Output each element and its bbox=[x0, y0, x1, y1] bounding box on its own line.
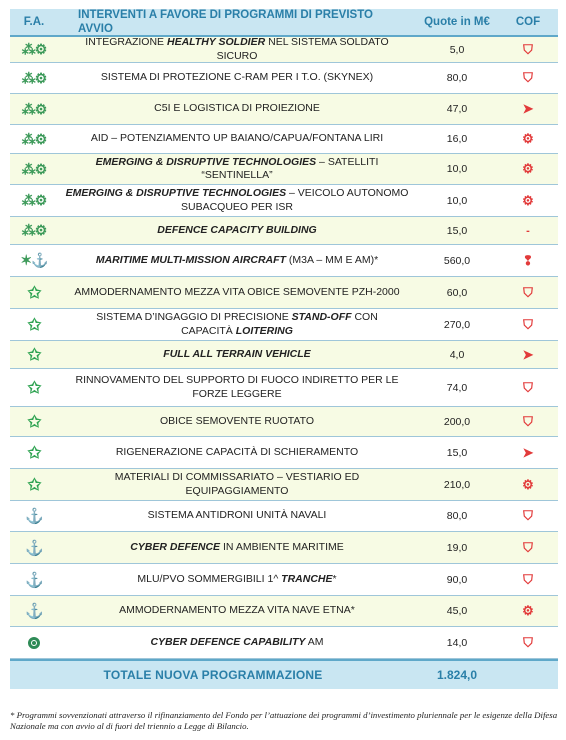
shield-icon: ⛉ bbox=[523, 539, 533, 555]
cof-cell bbox=[498, 245, 558, 276]
fa-cell bbox=[10, 437, 58, 468]
intervento-description bbox=[58, 469, 416, 500]
quote-value: 90,0 bbox=[446, 573, 468, 586]
quote-value: 10,0 bbox=[446, 163, 468, 175]
table-row bbox=[10, 564, 558, 596]
header-cof: COF bbox=[515, 16, 541, 28]
quote-value: 560,0 bbox=[443, 254, 471, 267]
intervento-description bbox=[58, 407, 416, 436]
intervento-description bbox=[58, 501, 416, 531]
table-header bbox=[10, 9, 558, 37]
description-text: INTEGRAZIONE bbox=[85, 36, 167, 49]
quote-value: 10,0 bbox=[446, 194, 468, 207]
quote-value: 5,0 bbox=[449, 43, 465, 56]
cof-cell bbox=[498, 532, 558, 563]
interforce-icon: ⁂⚙ bbox=[21, 100, 47, 117]
table-row bbox=[10, 277, 558, 309]
shield-icon: ⛉ bbox=[523, 413, 533, 429]
quote-value: 45,0 bbox=[446, 605, 468, 617]
army-star-icon: ✩ bbox=[27, 346, 41, 364]
interforce-icon: ⁂⚙ bbox=[21, 222, 47, 238]
cof-cell bbox=[498, 94, 558, 124]
army-star-icon: ✩ bbox=[27, 413, 41, 431]
fa-cell bbox=[10, 501, 58, 531]
quote-value: 14,0 bbox=[446, 636, 468, 649]
cof-cell bbox=[498, 407, 558, 436]
intervento-description bbox=[58, 154, 416, 184]
description-text: IN AMBIENTE MARITIME bbox=[220, 540, 344, 553]
intervento-description bbox=[58, 185, 416, 216]
cof-cell bbox=[498, 437, 558, 468]
projection-icon: ➤ bbox=[522, 346, 534, 362]
fa-cell bbox=[10, 469, 58, 500]
army-star-icon: ✩ bbox=[27, 379, 41, 397]
description-text: C5I E LOGISTICA DI PROIEZIONE bbox=[154, 102, 320, 115]
table-row bbox=[10, 341, 558, 369]
fa-cell bbox=[10, 37, 58, 62]
description-text: SUBACQUEO PER ISR bbox=[180, 200, 294, 213]
fa-cell bbox=[10, 185, 58, 216]
cof-cell bbox=[498, 37, 558, 62]
description-text: AID – POTENZIAMENTO UP BAIANO/CAPUA/FONTANA LIRI bbox=[90, 132, 384, 145]
total-value: 1.824,0 bbox=[436, 668, 478, 682]
shield-icon: ⛉ bbox=[523, 316, 533, 332]
fa-cell bbox=[10, 596, 58, 626]
quote-value: 16,0 bbox=[446, 133, 468, 145]
table-row bbox=[10, 217, 558, 245]
description-text: OBICE SEMOVENTE RUOTATO bbox=[159, 414, 315, 427]
quote-value: 47,0 bbox=[446, 103, 468, 115]
intervento-description bbox=[58, 217, 416, 244]
navy-anchor-icon: ⚓ bbox=[25, 508, 43, 525]
shield-icon: ⛉ bbox=[523, 379, 533, 395]
army-star-icon: ✩ bbox=[27, 476, 41, 494]
cof-cell bbox=[498, 627, 558, 658]
quote-value: 80,0 bbox=[446, 72, 468, 84]
intervento-description bbox=[58, 369, 416, 406]
table-row bbox=[10, 63, 558, 94]
intervento-description bbox=[58, 245, 416, 276]
description-text: MLU/PVO SOMMERGIBILI 1^ bbox=[137, 572, 282, 585]
cof-cell bbox=[498, 469, 558, 500]
fa-cell bbox=[10, 369, 58, 406]
description-text: CON bbox=[351, 311, 378, 324]
table-row bbox=[10, 627, 558, 659]
cof-cell bbox=[498, 185, 558, 216]
description-text: – SATELLITI “SENTINELLA” bbox=[201, 155, 379, 181]
army-star-icon: ✩ bbox=[27, 284, 41, 302]
intervento-description bbox=[58, 341, 416, 368]
army-star-icon: ✩ bbox=[27, 444, 41, 462]
interforce-icon: ⁂⚙ bbox=[21, 130, 47, 147]
description-text: RINNOVAMENTO DEL SUPPORTO DI FUOCO INDIRETTO PER LE bbox=[75, 374, 399, 387]
alert-icon: ❢ bbox=[522, 252, 534, 268]
cof-cell bbox=[498, 564, 558, 595]
cof-cell bbox=[498, 596, 558, 626]
cof-cell bbox=[498, 277, 558, 308]
interforce-icon: ⁂⚙ bbox=[21, 192, 47, 208]
quote-value: 19,0 bbox=[446, 541, 468, 554]
cof-cell bbox=[498, 309, 558, 340]
intervento-description bbox=[58, 277, 416, 308]
navy-anchor-icon: ⚓ bbox=[25, 571, 43, 589]
emphasized-text: EMERGING & DISRUPTIVE TECHNOLOGIES bbox=[95, 155, 317, 168]
total-row bbox=[10, 659, 558, 689]
emphasized-text: FULL ALL TERRAIN VEHICLE bbox=[163, 347, 311, 360]
intervento-description bbox=[58, 627, 416, 658]
description-text: (M3A – MM E AM)* bbox=[285, 253, 379, 266]
gear-icon: ⚙ bbox=[522, 131, 534, 146]
fa-cell bbox=[10, 309, 58, 340]
description-text: FORZE LEGGERE bbox=[192, 387, 282, 400]
emphasized-text: MARITIME MULTI-MISSION AIRCRAFT bbox=[95, 253, 286, 266]
table-row bbox=[10, 437, 558, 469]
fa-cell bbox=[10, 94, 58, 124]
description-text: AM bbox=[305, 635, 324, 648]
cof-cell bbox=[498, 369, 558, 406]
intervento-description bbox=[58, 125, 416, 153]
quote-value: 270,0 bbox=[443, 318, 471, 331]
fa-cell bbox=[10, 564, 58, 595]
header-quote: Quote in M€ bbox=[424, 16, 490, 28]
fa-cell bbox=[10, 341, 58, 368]
intervento-description bbox=[58, 94, 416, 124]
table-row bbox=[10, 501, 558, 532]
intervento-description bbox=[58, 596, 416, 626]
emphasized-text: HEALTHY SOLDIER bbox=[166, 36, 266, 49]
description-text: AMMODERNAMENTO MEZZA VITA NAVE ETNA* bbox=[119, 604, 355, 617]
fa-cell bbox=[10, 125, 58, 153]
table-body bbox=[10, 37, 558, 659]
fa-cell bbox=[10, 627, 58, 658]
quote-value: 60,0 bbox=[446, 286, 468, 299]
projection-icon: ➤ bbox=[522, 444, 534, 460]
emphasized-text: DEFENCE CAPACITY BUILDING bbox=[157, 223, 317, 236]
table-row bbox=[10, 532, 558, 564]
description-text: MATERIALI DI COMMISSARIATO – VESTIARIO ED EQUIPAGGIAMENTO bbox=[114, 471, 360, 497]
table-row bbox=[10, 469, 558, 501]
emphasized-text: EMERGING & DISRUPTIVE TECHNOLOGIES bbox=[65, 187, 287, 200]
shield-icon: ⛉ bbox=[523, 41, 533, 57]
emphasized-text: LOITERING bbox=[235, 324, 293, 337]
table-row bbox=[10, 125, 558, 154]
fa-cell bbox=[10, 532, 58, 563]
table-row bbox=[10, 369, 558, 407]
total-cof-empty bbox=[498, 661, 558, 689]
header-fa: F.A. bbox=[23, 16, 45, 28]
fa-cell bbox=[10, 245, 58, 276]
description-text: AMMODERNAMENTO MEZZA VITA OBICE SEMOVENTE PZH-2000 bbox=[74, 285, 400, 298]
gear-icon: ⚙ bbox=[522, 192, 534, 208]
description-text: SISTEMA DI PROTEZIONE C-RAM PER I T.O. (SKYNEX) bbox=[100, 71, 374, 84]
shield-icon: ⛉ bbox=[523, 284, 533, 300]
intervento-description bbox=[58, 63, 416, 93]
shield-icon: ⛉ bbox=[523, 634, 533, 650]
intervento-description bbox=[58, 309, 416, 340]
fa-cell bbox=[10, 63, 58, 93]
table-row bbox=[10, 185, 558, 217]
fa-cell bbox=[10, 217, 58, 244]
table-row bbox=[10, 596, 558, 627]
gear-icon: ⚙ bbox=[522, 476, 534, 492]
table-row bbox=[10, 94, 558, 125]
cof-cell bbox=[498, 63, 558, 93]
navy-anchor-icon: ⚓ bbox=[25, 539, 43, 557]
emphasized-text: TRANCHE bbox=[281, 572, 333, 585]
quote-value: 4,0 bbox=[449, 348, 465, 361]
gear-icon: ⚙ bbox=[522, 603, 534, 618]
cof-cell bbox=[498, 501, 558, 531]
total-label: TOTALE NUOVA PROGRAMMAZIONE bbox=[103, 668, 323, 682]
fa-cell bbox=[10, 277, 58, 308]
intervento-description bbox=[58, 532, 416, 563]
shield-icon: ⛉ bbox=[523, 508, 533, 523]
fa-cell bbox=[10, 154, 58, 184]
description-text: SISTEMA ANTIDRONI UNITÀ NAVALI bbox=[147, 509, 327, 522]
description-text: SISTEMA D’INGAGGIO DI PRECISIONE bbox=[96, 311, 292, 324]
quote-value: 210,0 bbox=[443, 478, 471, 491]
quote-value: 15,0 bbox=[446, 446, 468, 459]
description-text: NEL SISTEMA SOLDATO SICURO bbox=[216, 36, 389, 62]
joint-forces-icon: ✶⚓ bbox=[20, 252, 48, 268]
intervento-description bbox=[58, 37, 416, 62]
table-row bbox=[10, 154, 558, 185]
intervento-description bbox=[58, 437, 416, 468]
table-row bbox=[10, 407, 558, 437]
quote-value: 80,0 bbox=[446, 510, 468, 522]
interforce-icon: ⁂⚙ bbox=[21, 69, 47, 86]
quote-value: 200,0 bbox=[443, 415, 471, 428]
dash-icon: - bbox=[526, 224, 530, 237]
shield-icon: ⛉ bbox=[523, 571, 533, 587]
table-row bbox=[10, 309, 558, 341]
footnote: * Programmi sovvenzionati attraverso il rifinanziamento del Fondo per l’attuazione dei programmi d’investimento pluriennale per le esigenze della Difesa Nazionale ma con avvio al di fuori del triennio a Legge di Bilancio. bbox=[10, 710, 558, 732]
navy-anchor-icon: ⚓ bbox=[25, 603, 43, 620]
cof-cell bbox=[498, 125, 558, 153]
cof-cell bbox=[498, 154, 558, 184]
table-row bbox=[10, 37, 558, 63]
cof-cell bbox=[498, 341, 558, 368]
cof-cell bbox=[498, 217, 558, 244]
army-star-icon: ✩ bbox=[27, 316, 41, 334]
intervento-description bbox=[58, 564, 416, 595]
interforce-icon: ⁂⚙ bbox=[21, 160, 47, 177]
interforce-icon: ⁂⚙ bbox=[21, 41, 47, 57]
emphasized-text: CYBER DEFENCE CAPABILITY bbox=[150, 635, 306, 648]
quote-value: 15,0 bbox=[446, 224, 468, 237]
description-text: * bbox=[332, 572, 337, 585]
gear-icon: ⚙ bbox=[522, 161, 534, 176]
description-text: – VEICOLO AUTONOMO bbox=[286, 187, 409, 200]
quote-value: 74,0 bbox=[446, 381, 468, 394]
fa-cell bbox=[10, 407, 58, 436]
header-interventi: INTERVENTI A FAVORE DI PROGRAMMI DI PREVISTO AVVIO bbox=[78, 8, 373, 35]
emphasized-text: CYBER DEFENCE bbox=[130, 540, 221, 553]
emphasized-text: STAND-OFF bbox=[291, 311, 352, 324]
air-force-roundel-icon bbox=[28, 637, 40, 649]
projection-icon: ➤ bbox=[522, 101, 534, 116]
programmes-table bbox=[10, 9, 558, 689]
description-text: CAPACITÀ bbox=[181, 324, 236, 337]
table-row bbox=[10, 245, 558, 277]
description-text: RIGENERAZIONE CAPACITÀ DI SCHIERAMENTO bbox=[115, 445, 359, 458]
shield-icon: ⛉ bbox=[523, 70, 533, 85]
